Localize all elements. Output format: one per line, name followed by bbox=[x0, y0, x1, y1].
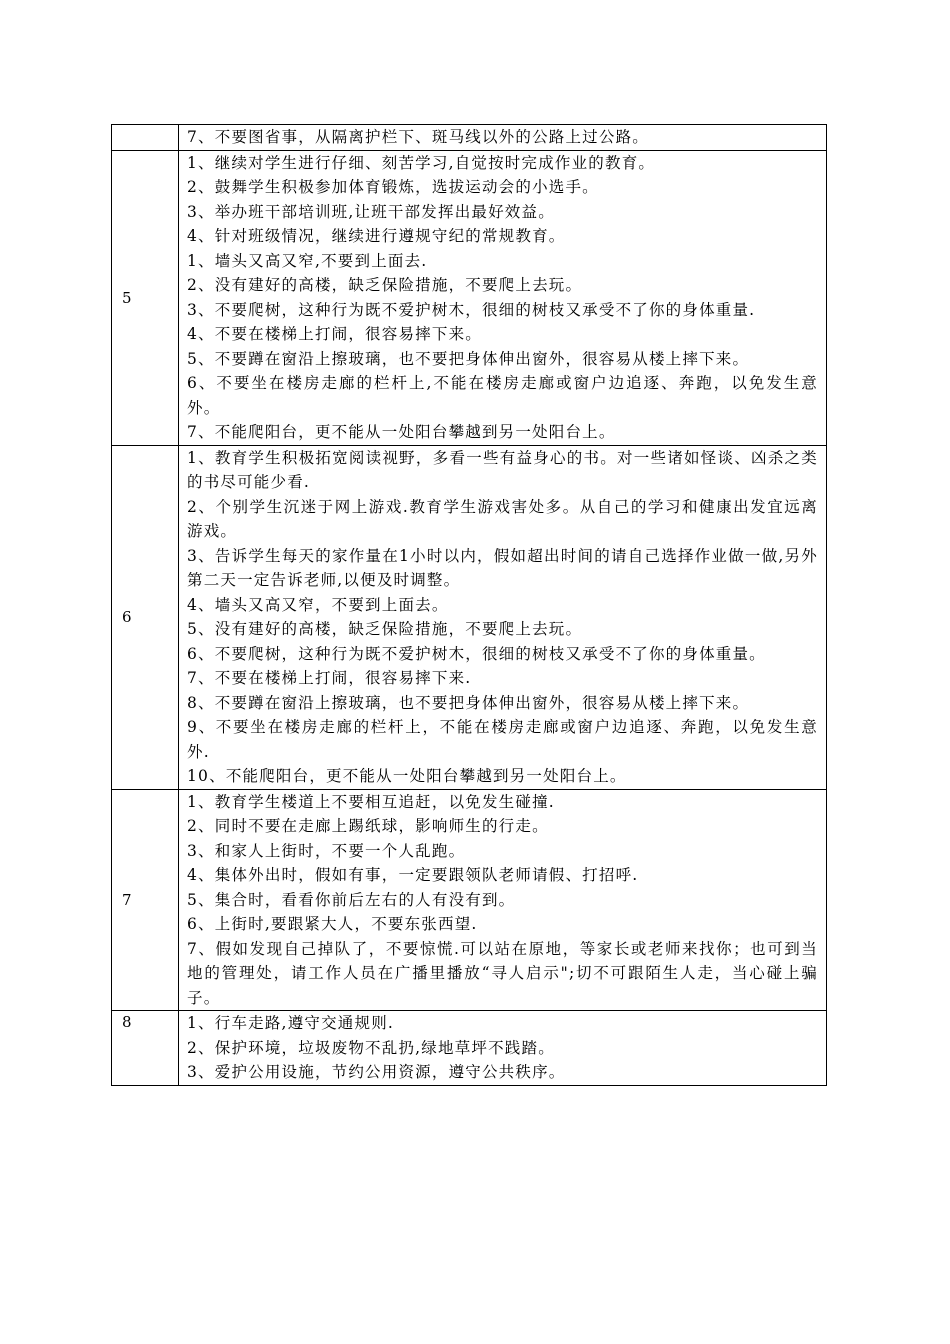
content-cell bbox=[179, 1011, 827, 1086]
list-item: 10、不能爬阳台，更不能从一处阳台攀越到另一处阳台上。 bbox=[187, 767, 627, 785]
table-row bbox=[112, 1011, 827, 1086]
table-row bbox=[112, 150, 827, 445]
list-item: 5、不要蹲在窗沿上擦玻璃，也不要把身体伸出窗外，很容易从楼上摔下来。 bbox=[187, 349, 750, 368]
list-item: 4、墙头又高又窄，不要到上面去。 bbox=[187, 595, 449, 614]
list-item: 6、不要爬树，这种行为既不爱护树木，很细的树枝又承受不了你的身体重量。 bbox=[187, 644, 766, 663]
list-item: 5、集合时，看看你前后左右的人有没有到。 bbox=[187, 890, 516, 909]
week-cell: 5 bbox=[112, 150, 179, 445]
list-item: 2、同时不要在走廊上踢纸球，影响师生的行走。 bbox=[187, 817, 549, 835]
content-cell bbox=[179, 445, 827, 789]
list-item: 3、爱护公用设施，节约公用资源，遵守公共秩序。 bbox=[187, 1063, 566, 1081]
content-cell bbox=[179, 125, 827, 151]
table-row bbox=[112, 125, 827, 151]
list-item: 1、墙头又高又窄,不要到上面去. bbox=[187, 251, 428, 270]
list-item: 4、针对班级情况，继续进行遵规守纪的常规教育。 bbox=[187, 227, 566, 245]
list-item: 1、教育学生积极拓宽阅读视野，多看一些有益身心的书。对一些诸如怪谈、凶杀之类的书尽可能少看. bbox=[187, 448, 818, 491]
week-cell: 6 bbox=[112, 445, 179, 789]
content-cell bbox=[179, 150, 827, 445]
list-item: 7、不要图省事，从隔离护栏下、斑马线以外的公路上过公路。 bbox=[187, 128, 649, 146]
list-item: 1、行车走路,遵守交通规则. bbox=[187, 1014, 395, 1032]
list-item: 4、集体外出时，假如有事，一定要跟领队老师请假、打招呼. bbox=[187, 866, 639, 884]
list-item: 1、继续对学生进行仔细、刻苦学习,自觉按时完成作业的教育。 bbox=[187, 153, 656, 172]
list-item: 2、保护环境，垃圾废物不乱扔,绿地草坪不践踏。 bbox=[187, 1038, 555, 1057]
list-item: 6、上街时,要跟紧大人，不要东张西望. bbox=[187, 915, 478, 933]
list-item: 3、和家人上街时，不要一个人乱跑。 bbox=[187, 841, 466, 860]
list-item: 2、个别学生沉迷于网上游戏.教育学生游戏害处多。从自己的学习和健康出发宜远离游戏。 bbox=[187, 497, 818, 540]
list-item: 4、不要在楼梯上打闹，很容易摔下来。 bbox=[187, 325, 482, 343]
week-cell: 7 bbox=[112, 789, 179, 1011]
list-item: 2、没有建好的高楼，缺乏保险措施，不要爬上去玩。 bbox=[187, 276, 583, 294]
week-cell: 8 bbox=[112, 1011, 179, 1086]
list-item: 3、不要爬树，这种行为既不爱护树木，很细的树枝又承受不了你的身体重量. bbox=[187, 300, 756, 319]
plan-table bbox=[111, 124, 827, 1086]
content-cell bbox=[179, 789, 827, 1011]
list-item: 3、举办班干部培训班,让班干部发挥出最好效益。 bbox=[187, 202, 555, 221]
table-row bbox=[112, 445, 827, 789]
list-item: 7、假如发现自己掉队了，不要惊慌.可以站在原地，等家长或老师来找你；也可到当地的管理处，请工作人员在广播里播放“寻人启示";切不可跟陌生人走，当心碰上骗子。 bbox=[187, 939, 818, 1007]
week-cell bbox=[112, 125, 179, 151]
table-row bbox=[112, 789, 827, 1011]
list-item: 5、没有建好的高楼，缺乏保险措施，不要爬上去玩。 bbox=[187, 620, 583, 638]
list-item: 3、告诉学生每天的家作量在1小时以内，假如超出时间的请自己选择作业做一做,另外第二天一定告诉老师,以便及时调整。 bbox=[187, 546, 818, 589]
list-item: 7、不要在楼梯上打闹，很容易摔下来. bbox=[187, 669, 472, 687]
list-item: 7、不能爬阳台，更不能从一处阳台攀越到另一处阳台上。 bbox=[187, 423, 616, 441]
list-item: 6、不要坐在楼房走廊的栏杆上,不能在楼房走廊或窗户边追逐、奔跑，以免发生意外。 bbox=[187, 374, 818, 417]
list-item: 8、不要蹲在窗沿上擦玻璃，也不要把身体伸出窗外，很容易从楼上摔下来。 bbox=[187, 693, 750, 712]
list-item: 9、不要坐在楼房走廊的栏杆上，不能在楼房走廊或窗户边追逐、奔跑，以免发生意外. bbox=[187, 718, 818, 761]
list-item: 1、教育学生楼道上不要相互追赶，以免发生碰撞. bbox=[187, 792, 555, 811]
list-item: 2、鼓舞学生积极参加体育锻炼，选拔运动会的小选手。 bbox=[187, 178, 599, 196]
